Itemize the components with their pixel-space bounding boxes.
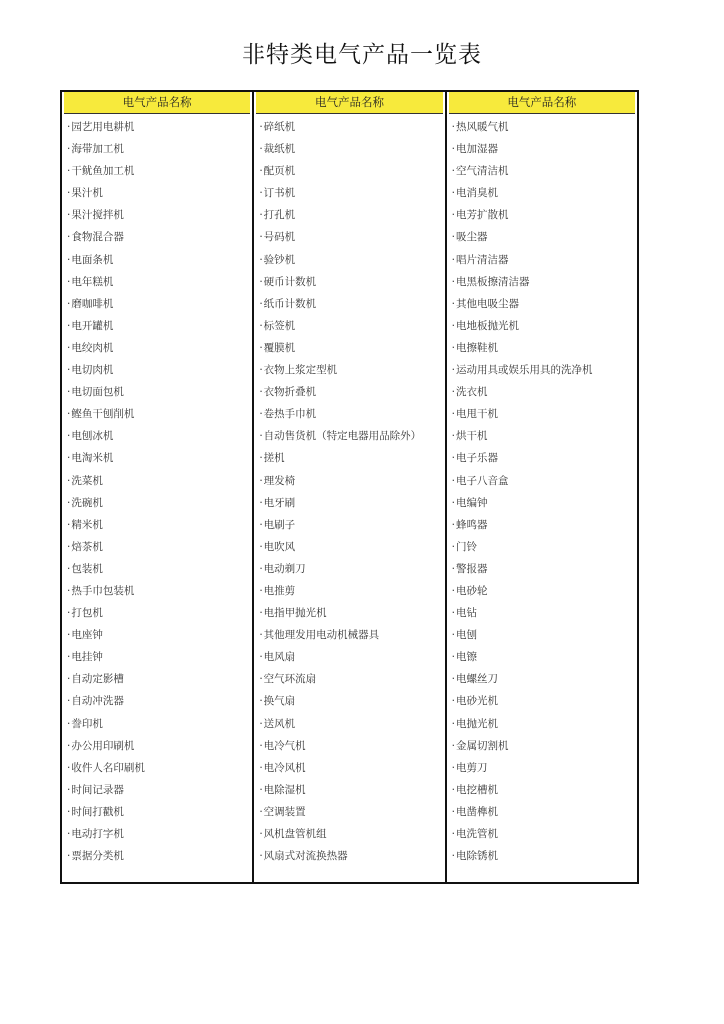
- product-item: · 其他电吸尘器: [447, 293, 637, 315]
- product-item: · 电指甲抛光机: [254, 602, 444, 624]
- product-item: · 票据分类机: [62, 845, 252, 867]
- product-item: · 纸币计数机: [254, 293, 444, 315]
- product-item: · 时间打戳机: [62, 801, 252, 823]
- product-item: · 电挖槽机: [447, 779, 637, 801]
- product-item: · 订书机: [254, 182, 444, 204]
- product-item: · 搓机: [254, 447, 444, 469]
- product-item: · 洗碗机: [62, 492, 252, 514]
- product-item: · 电镲: [447, 646, 637, 668]
- product-item: · 电子八音盒: [447, 470, 637, 492]
- product-item: · 衣物折叠机: [254, 381, 444, 403]
- product-item: · 唱片清洁器: [447, 249, 637, 271]
- product-item: · 电吹风: [254, 536, 444, 558]
- product-item: · 运动用具或娱乐用具的洗净机: [447, 359, 637, 381]
- product-item: · 电年糕机: [62, 271, 252, 293]
- product-item: · 电凿榫机: [447, 801, 637, 823]
- product-item: · 焙茶机: [62, 536, 252, 558]
- product-item: · 空调装置: [254, 801, 444, 823]
- product-item: · 电牙刷: [254, 492, 444, 514]
- product-item: · 果汁机: [62, 182, 252, 204]
- product-item: · 电加湿器: [447, 138, 637, 160]
- product-item: · 热风暖气机: [447, 116, 637, 138]
- product-item: · 风扇式对流换热器: [254, 845, 444, 867]
- product-item: · 烘干机: [447, 425, 637, 447]
- product-item: · 电推剪: [254, 580, 444, 602]
- product-item: · 碎纸机: [254, 116, 444, 138]
- page-title: 非特类电气产品一览表: [242, 42, 482, 68]
- product-item: · 吸尘器: [447, 226, 637, 248]
- product-item: · 电甩干机: [447, 403, 637, 425]
- product-item: · 卷热手巾机: [254, 403, 444, 425]
- product-item: · 电除锈机: [447, 845, 637, 867]
- table-column-3: [445, 92, 637, 882]
- product-item: · 硬币计数机: [254, 271, 444, 293]
- product-item: · 热手巾包装机: [62, 580, 252, 602]
- product-item: · 电黑板擦清洁器: [447, 271, 637, 293]
- product-item: · 海带加工机: [62, 138, 252, 160]
- product-item: · 电芳扩散机: [447, 204, 637, 226]
- column-list: [62, 114, 252, 867]
- product-item: · 空气清洁机: [447, 160, 637, 182]
- product-item: · 干鱿鱼加工机: [62, 160, 252, 182]
- product-item: · 包装机: [62, 558, 252, 580]
- product-item: · 覆膜机: [254, 337, 444, 359]
- table-column-1: [62, 92, 252, 882]
- product-item: · 电绞肉机: [62, 337, 252, 359]
- product-item: · 电螺丝刀: [447, 668, 637, 690]
- product-item: · 送风机: [254, 713, 444, 735]
- product-item: · 电洗管机: [447, 823, 637, 845]
- product-item: · 洗菜机: [62, 470, 252, 492]
- product-item: · 电风扇: [254, 646, 444, 668]
- product-item: · 号码机: [254, 226, 444, 248]
- product-item: · 电面条机: [62, 249, 252, 271]
- product-item: · 磨咖啡机: [62, 293, 252, 315]
- product-item: · 电刨冰机: [62, 425, 252, 447]
- product-item: · 配页机: [254, 160, 444, 182]
- product-item: · 电切面包机: [62, 381, 252, 403]
- product-item: · 电擦鞋机: [447, 337, 637, 359]
- column-list: [447, 114, 637, 867]
- product-item: · 自动售货机（特定电器用品除外）: [254, 425, 444, 447]
- product-item: · 衣物上浆定型机: [254, 359, 444, 381]
- product-item: · 电刷子: [254, 514, 444, 536]
- product-item: · 电座钟: [62, 624, 252, 646]
- column-header: 电气产品名称: [256, 92, 442, 114]
- product-item: · 电砂轮: [447, 580, 637, 602]
- column-header: 电气产品名称: [449, 92, 635, 114]
- product-item: · 蜂鸣器: [447, 514, 637, 536]
- product-item: · 金属切割机: [447, 735, 637, 757]
- product-item: · 电刨: [447, 624, 637, 646]
- product-item: · 换气扇: [254, 690, 444, 712]
- product-item: · 电动打字机: [62, 823, 252, 845]
- product-table: [60, 90, 639, 884]
- product-item: · 打孔机: [254, 204, 444, 226]
- product-item: · 电动剃刀: [254, 558, 444, 580]
- product-item: · 自动冲洗器: [62, 690, 252, 712]
- product-item: · 园艺用电耕机: [62, 116, 252, 138]
- product-item: · 办公用印刷机: [62, 735, 252, 757]
- product-item: · 果汁搅拌机: [62, 204, 252, 226]
- product-item: · 电开罐机: [62, 315, 252, 337]
- product-item: · 时间记录器: [62, 779, 252, 801]
- product-item: · 其他理发用电动机械器具: [254, 624, 444, 646]
- product-item: · 理发椅: [254, 470, 444, 492]
- product-item: · 门铃: [447, 536, 637, 558]
- table-column-2: [252, 92, 444, 882]
- product-item: · 标签机: [254, 315, 444, 337]
- product-item: · 电地板抛光机: [447, 315, 637, 337]
- product-item: · 自动定影槽: [62, 668, 252, 690]
- product-item: · 电消臭机: [447, 182, 637, 204]
- product-item: · 电砂光机: [447, 690, 637, 712]
- column-header: 电气产品名称: [64, 92, 250, 114]
- product-item: · 鲣鱼干刨削机: [62, 403, 252, 425]
- product-item: · 精米机: [62, 514, 252, 536]
- product-item: · 电编钟: [447, 492, 637, 514]
- product-item: · 电冷风机: [254, 757, 444, 779]
- product-item: · 誊印机: [62, 713, 252, 735]
- product-item: · 验钞机: [254, 249, 444, 271]
- product-item: · 空气环流扇: [254, 668, 444, 690]
- product-item: · 警报器: [447, 558, 637, 580]
- product-item: · 食物混合器: [62, 226, 252, 248]
- product-item: · 裁纸机: [254, 138, 444, 160]
- product-item: · 收件人名印刷机: [62, 757, 252, 779]
- product-item: · 电子乐器: [447, 447, 637, 469]
- product-item: · 风机盘管机组: [254, 823, 444, 845]
- product-item: · 电抛光机: [447, 713, 637, 735]
- product-item: · 电剪刀: [447, 757, 637, 779]
- product-item: · 电冷气机: [254, 735, 444, 757]
- product-item: · 洗衣机: [447, 381, 637, 403]
- column-list: [254, 114, 444, 867]
- product-item: · 电切肉机: [62, 359, 252, 381]
- product-item: · 打包机: [62, 602, 252, 624]
- product-item: · 电淘米机: [62, 447, 252, 469]
- product-item: · 电钻: [447, 602, 637, 624]
- product-item: · 电除湿机: [254, 779, 444, 801]
- product-item: · 电挂钟: [62, 646, 252, 668]
